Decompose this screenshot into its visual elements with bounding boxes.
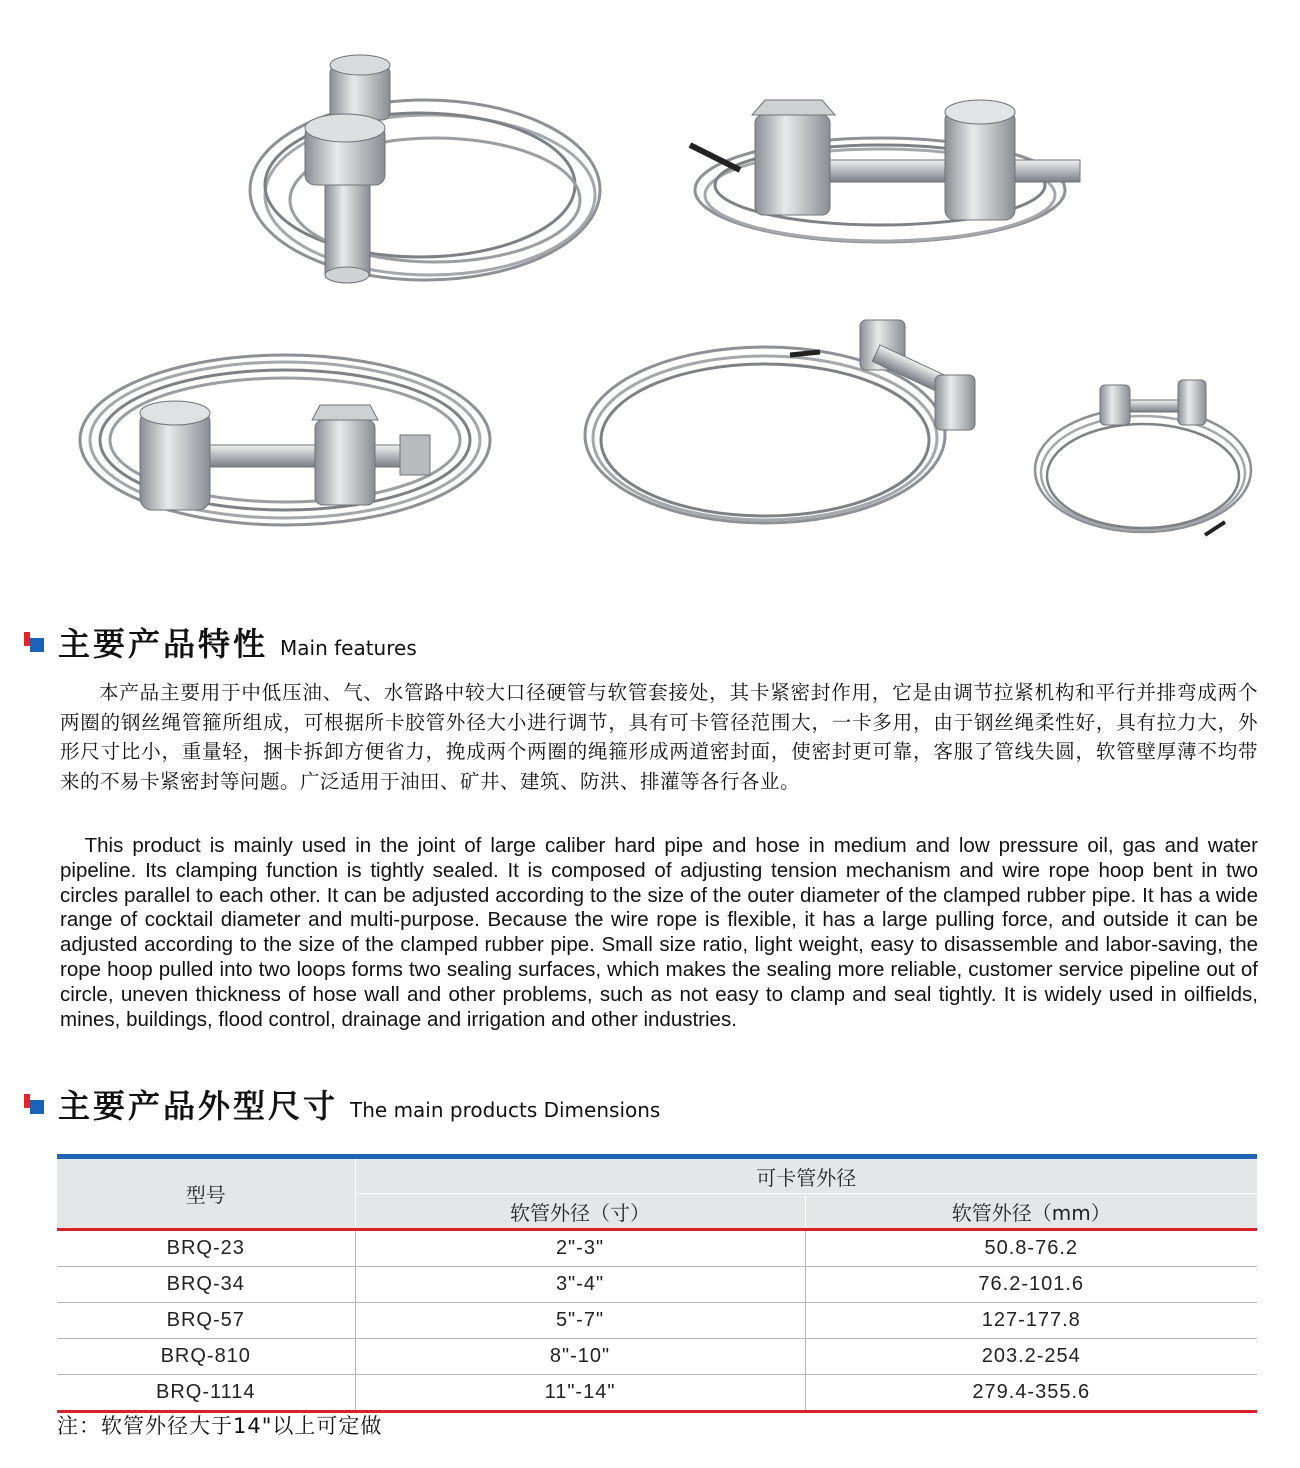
section-heading-features — [24, 626, 417, 662]
cell-model: BRQ-34 — [57, 1267, 355, 1303]
table-row — [57, 1339, 1257, 1375]
cell-model: BRQ-57 — [57, 1303, 355, 1339]
cell-mm: 203.2-254 — [805, 1339, 1257, 1375]
features-paragraph-en: This product is mainly used in the joint of large caliber hard pipe and hose in medium and low pressure oil, gas and water pipeline. Its clamping function is tightly sealed. It is composed of adjusting tension mechanism and wire rope hoop bent in two circles parallel to each other. It can be adjusted according to the size of the outer diameter of the clamped rubber pipe. It has a wide range of cocktail diameter and multi-purpose. Because the wire rope is flexible, it has a large pulling force, and outside it can be adjusted according to the size of the clamped rubber pipe. Small size ratio, light weight, easy to disassemble and labor-saving, the rope hoop pulled into two loops forms two sealing surfaces, which makes the sealing more reliable, customer service pipeline out of circle, uneven thickness of hose wall and other problems, such as not easy to clamp and seal tightly. It is widely used in oilfields, mines, buildings, flood control, drainage and irrigation and other industries. — [60, 834, 1258, 1031]
features-title-cn: 主要产品特性 — [58, 625, 269, 663]
dimensions-table — [57, 1154, 1257, 1413]
heading-marker-icon — [24, 1094, 50, 1124]
header-diameter-group: 可卡管外径 — [355, 1159, 1257, 1194]
dimensions-title-cn: 主要产品外型尺寸 — [58, 1087, 339, 1125]
cell-mm: 76.2-101.6 — [805, 1267, 1257, 1303]
cell-mm: 279.4-355.6 — [805, 1375, 1257, 1412]
section-heading-dimensions — [24, 1088, 660, 1124]
product-photo-3 — [80, 355, 490, 525]
cell-mm: 50.8-76.2 — [805, 1230, 1257, 1267]
product-photo-5 — [1035, 380, 1251, 535]
cell-mm: 127-177.8 — [805, 1303, 1257, 1339]
product-photos — [0, 0, 1300, 590]
product-photo-4 — [585, 320, 975, 523]
cell-model: BRQ-23 — [57, 1230, 355, 1267]
cell-inch: 3"-4" — [355, 1267, 805, 1303]
cell-inch: 2"-3" — [355, 1230, 805, 1267]
table-row — [57, 1230, 1257, 1267]
features-title-en: Main features — [280, 636, 417, 660]
custom-order-note: 注：软管外径大于14"以上可定做 — [57, 1414, 383, 1438]
cell-model: BRQ-1114 — [57, 1375, 355, 1412]
features-paragraph-cn: 本产品主要用于中低压油、气、水管路中较大口径硬管与软管套接处，其卡紧密封作用，它是由调节拉紧机构和平行并排弯成两个两圈的钢丝绳管箍所组成，可根据所卡胶管外径大小进行调节，具有可卡管径范围大，一卡多用，由于钢丝绳柔性好，具有拉力大，外形尺寸比小，重量轻，捆卡拆卸方便省力，挽成两个两圈的绳箍形成两道密封面，使密封更可靠，客服了管线失圆，软管壁厚薄不均带来的不易卡紧密封等问题。广泛适用于油田、矿井、建筑、防洪、排灌等各行各业。 — [60, 681, 1258, 793]
table-row — [57, 1375, 1257, 1412]
product-photo-2 — [690, 100, 1080, 242]
heading-marker-icon — [24, 632, 50, 662]
cell-inch: 8"-10" — [355, 1339, 805, 1375]
cell-inch: 11"-14" — [355, 1375, 805, 1412]
product-photo-1 — [250, 55, 600, 283]
table-row — [57, 1267, 1257, 1303]
header-model: 型号 — [57, 1159, 355, 1230]
cell-model: BRQ-810 — [57, 1339, 355, 1375]
cell-inch: 5"-7" — [355, 1303, 805, 1339]
header-mm: 软管外径（mm） — [805, 1194, 1257, 1230]
header-inch: 软管外径（寸） — [355, 1194, 805, 1230]
table-row — [57, 1303, 1257, 1339]
dimensions-title-en: The main products Dimensions — [350, 1098, 661, 1122]
